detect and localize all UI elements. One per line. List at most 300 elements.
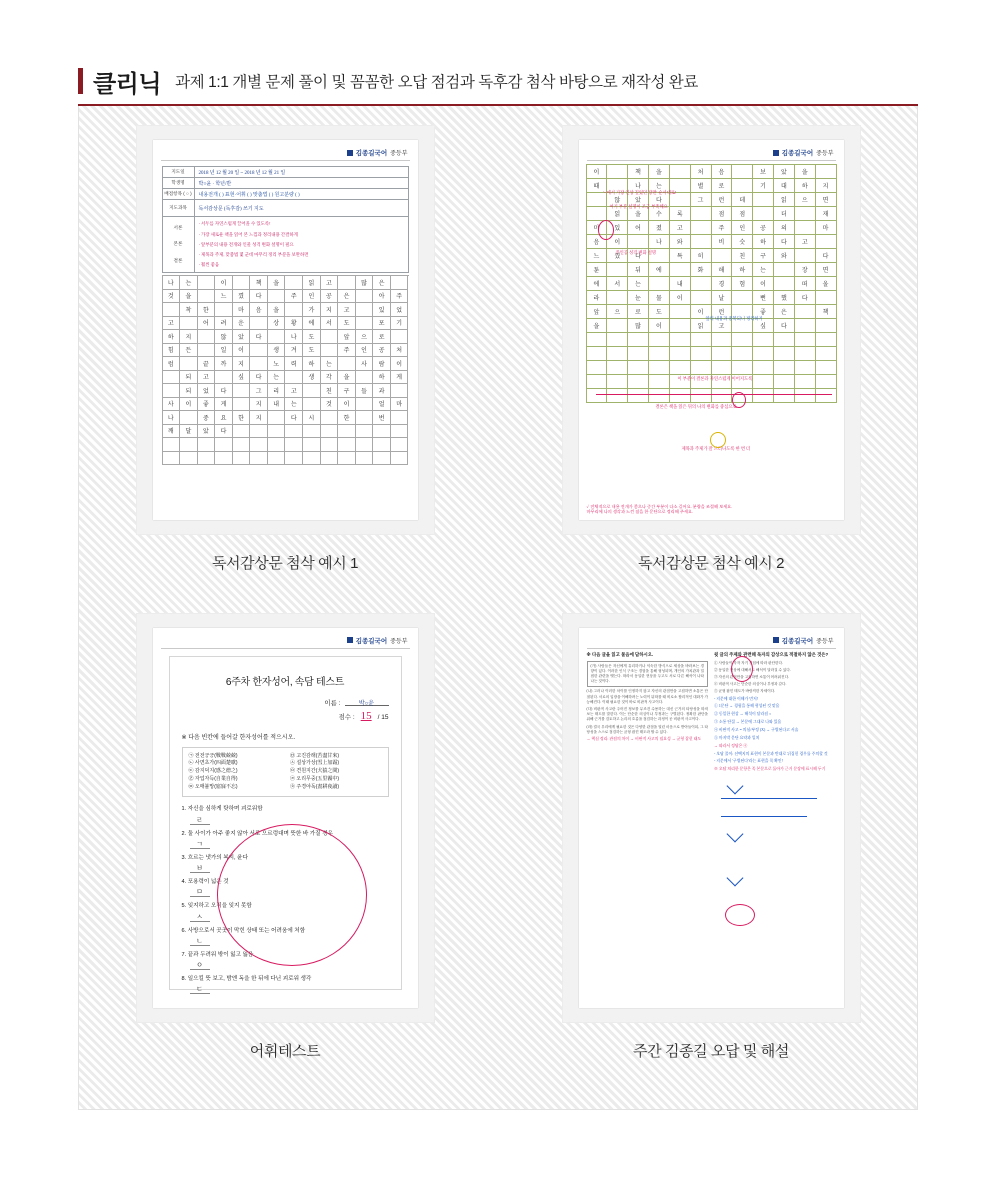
manuscript-cell <box>795 207 816 221</box>
manuscript-cell: 친 <box>321 384 339 398</box>
manuscript-cell <box>303 425 321 439</box>
feedback-labels <box>163 217 195 272</box>
manuscript-cell: 졌 <box>649 221 670 235</box>
manuscript-cell <box>732 179 753 193</box>
manuscript-cell: 와 <box>774 249 795 263</box>
manuscript-cell: 과 <box>373 384 391 398</box>
manuscript-cell: 별 <box>691 179 712 193</box>
manuscript-cell <box>628 389 649 403</box>
manuscript-cell <box>691 291 712 305</box>
manuscript-cell <box>816 375 837 389</box>
feedback-line: - 제목과 주제, 맞춤법 몇 군데 마무리 정리 부분을 보완하면 <box>198 251 309 257</box>
manuscript-cell: 물 <box>649 291 670 305</box>
explanation-left-column <box>587 652 709 998</box>
manuscript-cell <box>338 452 356 466</box>
manuscript-cell <box>163 452 181 466</box>
manuscript-cell: 슷 <box>732 235 753 249</box>
manuscript-cell <box>198 276 216 290</box>
manuscript-cell: 싶 <box>233 371 251 385</box>
manuscript-cell <box>233 452 251 466</box>
manuscript-cell: 다 <box>215 425 233 439</box>
manuscript-cell: 서 <box>607 277 628 291</box>
manuscript-cell <box>607 263 628 277</box>
manuscript-cell: 경 <box>712 277 733 291</box>
manuscript-cell: 착 <box>180 303 198 317</box>
manuscript-cell: 각 <box>321 371 339 385</box>
manuscript-cell: 록 <box>670 207 691 221</box>
manuscript-cell: 공 <box>373 344 391 358</box>
brand-divider-3 <box>161 648 410 649</box>
manuscript-cell <box>391 425 409 439</box>
manuscript-cell: 보 <box>753 165 774 179</box>
brand-suffix: 중등부 <box>816 638 834 645</box>
manuscript-cell <box>268 425 286 439</box>
question-text: 7. 끝과 두려워 밖이 잃고 잃음 <box>181 951 254 958</box>
manuscript-cell <box>180 438 198 452</box>
manuscript-cell <box>163 438 181 452</box>
manuscript-cell: 고 <box>285 384 303 398</box>
manuscript-cell: 는 <box>180 276 198 290</box>
manuscript-cell: 뒤 <box>628 263 649 277</box>
manuscript-cell <box>391 411 409 425</box>
manuscript-cell: 공 <box>753 221 774 235</box>
meta-label: 지도일 <box>163 167 195 177</box>
explanation-body <box>587 652 836 998</box>
manuscript-cell <box>250 357 268 371</box>
manuscript-cell: 인 <box>356 344 374 358</box>
manuscript-cell <box>285 438 303 452</box>
manuscript-cell: 지 <box>250 398 268 412</box>
manuscript-cell <box>753 333 774 347</box>
manuscript-cell: 얼 <box>373 398 391 412</box>
manuscript-cell: 았 <box>628 193 649 207</box>
manuscript-cell: 많 <box>628 319 649 333</box>
manuscript-cell <box>712 389 733 403</box>
manuscript-cell: 는 <box>268 371 286 385</box>
manuscript-cell <box>649 333 670 347</box>
manuscript-cell: 점 <box>732 207 753 221</box>
manuscript-cell <box>607 165 628 179</box>
manuscript-cell: 않 <box>607 193 628 207</box>
manuscript-cell: 되 <box>180 371 198 385</box>
manuscript-cell <box>356 438 374 452</box>
manuscript-cell <box>250 344 268 358</box>
choice-item: ㉥ 고진감래(苦盡甘來) <box>290 752 340 759</box>
manuscript-cell <box>691 333 712 347</box>
manuscript-cell: 하 <box>795 179 816 193</box>
manuscript-cell: 도 <box>303 330 321 344</box>
question-answer[interactable]: ㅇ <box>190 960 210 970</box>
manuscript-cell: 다 <box>774 235 795 249</box>
manuscript-cell: 도 <box>303 344 321 358</box>
manuscript-cell: 든 <box>180 344 198 358</box>
manuscript-cell <box>628 375 649 389</box>
choice-item: ㉣ 자업자득(自業自得) <box>188 775 238 782</box>
manuscript-cell <box>303 438 321 452</box>
manuscript-cell <box>356 290 374 304</box>
manuscript-cell <box>285 452 303 466</box>
manuscript-cell <box>391 276 409 290</box>
manuscript-cell: 까 <box>215 357 233 371</box>
manuscript-cell <box>198 344 216 358</box>
manuscript-cell: 지 <box>321 303 339 317</box>
manuscript-cell <box>373 425 391 439</box>
manuscript-cell: 나 <box>628 179 649 193</box>
manuscript-cell <box>198 452 216 466</box>
question-answer[interactable]: ㄹ <box>190 815 210 825</box>
question-answer[interactable]: ㅅ <box>190 912 210 922</box>
correction-underline <box>596 394 832 395</box>
manuscript-cell: 다 <box>628 249 649 263</box>
manuscript-cell <box>774 347 795 361</box>
meta-value: 독서감상문 (독후감) 쓰기 지도 <box>198 206 264 212</box>
score-value: 15 <box>360 709 372 722</box>
manuscript-cell: 힘 <box>163 344 181 358</box>
manuscript-cell <box>180 411 198 425</box>
manuscript-cell: 다 <box>285 411 303 425</box>
manuscript-cell: 와 <box>670 235 691 249</box>
manuscript-cell: 다 <box>774 319 795 333</box>
question-option: ② 동일한 현상에 대해서도 해석이 달라질 수 있다. <box>714 667 791 672</box>
manuscript-cell: 책 <box>250 276 268 290</box>
brand-square-icon <box>773 637 779 643</box>
manuscript-cell <box>250 425 268 439</box>
manuscript-cell <box>285 371 303 385</box>
manuscript-cell <box>607 347 628 361</box>
manuscript-cell: 다 <box>795 291 816 305</box>
brand-suffix: 중등부 <box>390 638 408 645</box>
brand-square-icon <box>347 150 353 156</box>
manuscript-cell: 운 <box>233 317 251 331</box>
manuscript-cell <box>712 347 733 361</box>
manuscript-cell: 을 <box>795 165 816 179</box>
manuscript-cell <box>356 317 374 331</box>
name-label: 이름 : <box>324 699 341 707</box>
manuscript-cell: 들 <box>356 384 374 398</box>
explanation-sheet <box>579 628 844 1008</box>
manuscript-cell <box>338 357 356 371</box>
manuscript-cell: 생 <box>268 344 286 358</box>
manuscript-cell: 것 <box>163 290 181 304</box>
question-text: 5. 잊지하고 오직을 잊지 못함 <box>181 903 252 910</box>
manuscript-cell: 포 <box>373 317 391 331</box>
manuscript-cell <box>691 389 712 403</box>
manuscript-cell: 았 <box>774 165 795 179</box>
explanation-note: ④ 비판적 사고 = 의심/부정 (X) → 구별된다고 서술 <box>714 727 799 732</box>
manuscript-cell: 싶 <box>753 319 774 333</box>
manuscript-cell <box>691 207 712 221</box>
explanation-note: ② 동일한 현상 → 해석이 달라짐 ○ <box>714 712 772 717</box>
explanation-note: → 따라서 정답은 ④ <box>714 743 748 748</box>
manuscript-cell <box>753 347 774 361</box>
sheet-footer-note <box>587 504 733 515</box>
question-answer[interactable]: ㄷ <box>190 984 210 994</box>
manuscript-cell <box>607 333 628 347</box>
manuscript-cell <box>587 361 608 375</box>
manuscript-cell: 인 <box>303 290 321 304</box>
manuscript-cell: 다 <box>649 193 670 207</box>
manuscript-cell: 중 <box>198 411 216 425</box>
manuscript-cell <box>816 333 837 347</box>
manuscript-cell <box>774 263 795 277</box>
manuscript-cell <box>607 319 628 333</box>
manuscript-cell <box>628 361 649 375</box>
manuscript-cell: 음 <box>712 165 733 179</box>
manuscript-cell: 을 <box>338 371 356 385</box>
manuscript-cell: 많 <box>356 276 374 290</box>
question-answer[interactable]: ㅂ <box>190 863 210 873</box>
brand-name: 김종길국어 <box>781 637 814 645</box>
manuscript-cell: 날 <box>712 291 733 305</box>
header-accent-bar <box>78 68 83 94</box>
annotation: 여기 부분 설명이 조금 부족해요 <box>609 204 668 209</box>
manuscript-cell: 는 <box>628 277 649 291</box>
card-4 <box>504 614 918 1092</box>
card-1-caption: 독서감상문 첨삭 예시 1 <box>211 555 359 572</box>
manuscript-cell <box>356 303 374 317</box>
manuscript-cell: 한 <box>198 303 216 317</box>
annotation: '~에서 가장 인상 깊었던 장면' 순서대로! <box>603 190 677 195</box>
manuscript-cell: 읽 <box>774 193 795 207</box>
passage-heading: ※ 다음 글을 읽고 물음에 답하시오. <box>586 651 654 657</box>
manuscript-cell <box>321 425 339 439</box>
manuscript-cell: 음 <box>587 235 608 249</box>
manuscript-cell: 올 <box>816 277 837 291</box>
manuscript-cell: 려 <box>215 317 233 331</box>
manuscript-cell: 것 <box>321 398 339 412</box>
annotation: 앞의 내용과 중복되니 정리하기 <box>705 316 763 321</box>
manuscript-cell: 때 <box>587 179 608 193</box>
manuscript-cell: 좋 <box>753 305 774 319</box>
question-option: ③ 자신의 관점만을 고집하면 소통이 어려워진다. <box>714 674 789 679</box>
explanation-note: - 오답 풀이: 선택지의 표현이 본문과 반대로 뒤집힌 경우를 주의할 것 <box>714 751 828 756</box>
brand-logo-1 <box>347 148 408 157</box>
manuscript-cell <box>691 221 712 235</box>
manuscript-cell <box>774 333 795 347</box>
manuscript-cell <box>215 452 233 466</box>
manuscript-cell: 인 <box>732 221 753 235</box>
manuscript-cell: 툰 <box>587 263 608 277</box>
manuscript-cell <box>795 389 816 403</box>
brand-logo-4 <box>773 636 834 645</box>
question-text: 1. 자신을 심하게 탓하며 괴로워함 <box>181 806 263 813</box>
manuscript-cell: 고 <box>670 221 691 235</box>
meta-row <box>163 178 408 189</box>
manuscript-cell: 고 <box>795 235 816 249</box>
manuscript-cell: 럼 <box>163 357 181 371</box>
manuscript-cell: 요 <box>215 411 233 425</box>
manuscript-cell <box>774 277 795 291</box>
manuscript-cell <box>250 438 268 452</box>
manuscript-cell <box>816 235 837 249</box>
manuscript-cell: 게 <box>391 371 409 385</box>
manuscript-cell <box>373 438 391 452</box>
manuscript-cell <box>338 438 356 452</box>
manuscript-cell: 노 <box>268 357 286 371</box>
annotation-underline <box>721 798 817 799</box>
manuscript-meta-table <box>162 166 409 217</box>
manuscript-cell <box>753 389 774 403</box>
manuscript-cell: 로 <box>712 179 733 193</box>
card-1 <box>78 126 492 604</box>
manuscript-cell <box>356 371 374 385</box>
annotation-underline <box>721 816 807 817</box>
card-2-frame <box>563 126 860 534</box>
question-text: 4. 포용력이 넓은 것 <box>181 879 229 886</box>
manuscript-cell: 로 <box>373 330 391 344</box>
manuscript-cell <box>391 452 409 466</box>
manuscript-cell: 지 <box>816 179 837 193</box>
manuscript-cell: 해 <box>712 263 733 277</box>
choice-item: ㉤ 오매불망(寤寐不忘) <box>188 783 238 790</box>
manuscript-cell: 장 <box>795 263 816 277</box>
manuscript-cell: 황 <box>285 317 303 331</box>
manuscript-cell: 었 <box>198 384 216 398</box>
manuscript-cell <box>338 425 356 439</box>
card-4-frame <box>563 614 860 1022</box>
manuscript-cell <box>268 438 286 452</box>
manuscript-cell: 이 <box>587 165 608 179</box>
manuscript-cell <box>670 319 691 333</box>
manuscript-cell: 음 <box>250 303 268 317</box>
manuscript-cell: 서 <box>321 317 339 331</box>
manuscript-cell: 고 <box>338 303 356 317</box>
manuscript-cell: 나 <box>649 235 670 249</box>
manuscript-cell: 하 <box>163 330 181 344</box>
manuscript-cell <box>732 291 753 305</box>
manuscript-cell <box>753 375 774 389</box>
explanation-note: ① 1문단 → 경험을 통해 형성된 것 맞음 <box>714 704 780 709</box>
manuscript-cell <box>732 361 753 375</box>
manuscript-cell <box>795 305 816 319</box>
manuscript-cell <box>163 384 181 398</box>
manuscript-cell <box>338 276 356 290</box>
choice-item: ㉧ 견원지간(犬猿之間) <box>290 768 340 774</box>
manuscript-cell: 않 <box>215 330 233 344</box>
manuscript-cell: 히 <box>691 249 712 263</box>
teacher-feedback-block <box>162 217 409 273</box>
manuscript-cell <box>268 411 286 425</box>
manuscript-cell: 그 <box>250 384 268 398</box>
manuscript-cell <box>321 411 339 425</box>
manuscript-cell: 고 <box>712 319 733 333</box>
explanation-note: - 지문에서 '구별된다'라는 표현을 꼭 확인! <box>714 759 783 764</box>
manuscript-cell: 처 <box>391 344 409 358</box>
manuscript-cell <box>670 305 691 319</box>
manuscript-cell: 이 <box>670 291 691 305</box>
explanation-note: ③ 소통 단절 → 본문에 그대로 나와 있음 <box>714 720 782 725</box>
manuscript-cell: 했 <box>774 291 795 305</box>
manuscript-cell: 은 <box>774 305 795 319</box>
manuscript-cell: 로 <box>628 305 649 319</box>
manuscript-cell <box>691 277 712 291</box>
manuscript-cell: 꼈 <box>607 249 628 263</box>
manuscript-cell: 게 <box>215 398 233 412</box>
choice-item: ㉢ 감지덕지(感之德之) <box>188 768 238 774</box>
manuscript-cell: 읽 <box>303 276 321 290</box>
choice-column-right <box>290 753 382 792</box>
manuscript-cell <box>373 452 391 466</box>
question-option: ① 사람들이 각자 자기 경험에 따라 판단한다. <box>714 660 783 665</box>
brand-name: 김종길국어 <box>355 150 388 157</box>
manuscript-cell <box>233 425 251 439</box>
brand-suffix: 중등부 <box>816 151 834 157</box>
question-option: ④ 비판적 사고는 단순한 의심이나 부정과 같다. <box>714 682 787 687</box>
manuscript-cell: 에 <box>303 317 321 331</box>
manuscript-cell: 을 <box>587 319 608 333</box>
feedback-lines <box>195 217 408 272</box>
manuscript-cell: 겨 <box>285 344 303 358</box>
manuscript-cell: 아 <box>373 290 391 304</box>
manuscript-cell <box>163 371 181 385</box>
card-grid <box>78 126 918 1091</box>
manuscript-cell: 일 <box>215 344 233 358</box>
manuscript-cell: 다 <box>250 330 268 344</box>
manuscript-cell <box>233 384 251 398</box>
manuscript-cell: 람 <box>373 357 391 371</box>
manuscript-cell <box>233 438 251 452</box>
manuscript-cell: 면 <box>816 193 837 207</box>
card-3-frame <box>137 614 434 1022</box>
choice-column-left <box>189 753 281 792</box>
manuscript-cell <box>215 303 233 317</box>
question-answer[interactable]: ㄱ <box>190 839 210 849</box>
meta-value: 박○윤 · 학년/반 <box>198 181 232 187</box>
feedback-line: - 서두를 자연스럽게 끌어올 수 있도록! <box>198 221 271 227</box>
manuscript-cell: 라 <box>587 291 608 305</box>
manuscript-cell <box>816 165 837 179</box>
question-answer[interactable]: ㄴ <box>190 936 210 946</box>
manuscript-cell <box>607 389 628 403</box>
question-text: 3. 흐르는 냇가의 복지, 윤다 <box>181 854 248 861</box>
manuscript-cell <box>691 235 712 249</box>
manuscript-cell: 책 <box>628 165 649 179</box>
brand-logo-2 <box>773 148 834 157</box>
manuscript-cell: 리 <box>268 384 286 398</box>
annotation: 제목과 주제가 잘 드러나도록 한 번 더 <box>681 446 751 451</box>
manuscript-cell <box>303 452 321 466</box>
manuscript-cell: 에 <box>587 277 608 291</box>
manuscript-cell: 나 <box>285 330 303 344</box>
manuscript-cell: 시 <box>303 411 321 425</box>
manuscript-cell: 있 <box>607 221 628 235</box>
manuscript-cell: 이 <box>607 235 628 249</box>
manuscript-cell <box>649 361 670 375</box>
manuscript-cell <box>795 333 816 347</box>
manuscript-cell <box>732 347 753 361</box>
manuscript-cell: 하 <box>303 357 321 371</box>
manuscript-cell: 생 <box>303 371 321 385</box>
manuscript-cell: 점 <box>712 207 733 221</box>
manuscript-cell: 지 <box>250 411 268 425</box>
manuscript-cell: 깨 <box>163 425 181 439</box>
manuscript-cell <box>250 452 268 466</box>
manuscript-cell: 앞 <box>587 305 608 319</box>
manuscript-grid-2 <box>586 164 837 403</box>
brand-divider-1 <box>161 160 410 161</box>
card-3 <box>78 614 492 1092</box>
question-answer[interactable]: ㅁ <box>190 887 210 897</box>
question-list <box>182 806 389 994</box>
manuscript-cell <box>795 249 816 263</box>
manuscript-cell <box>753 207 774 221</box>
manuscript-cell: 면 <box>816 263 837 277</box>
manuscript-cell: 으 <box>356 330 374 344</box>
manuscript-cell: 기 <box>753 179 774 193</box>
manuscript-cell: 그 <box>691 193 712 207</box>
manuscript-cell: 을 <box>628 207 649 221</box>
manuscript-cell <box>285 276 303 290</box>
